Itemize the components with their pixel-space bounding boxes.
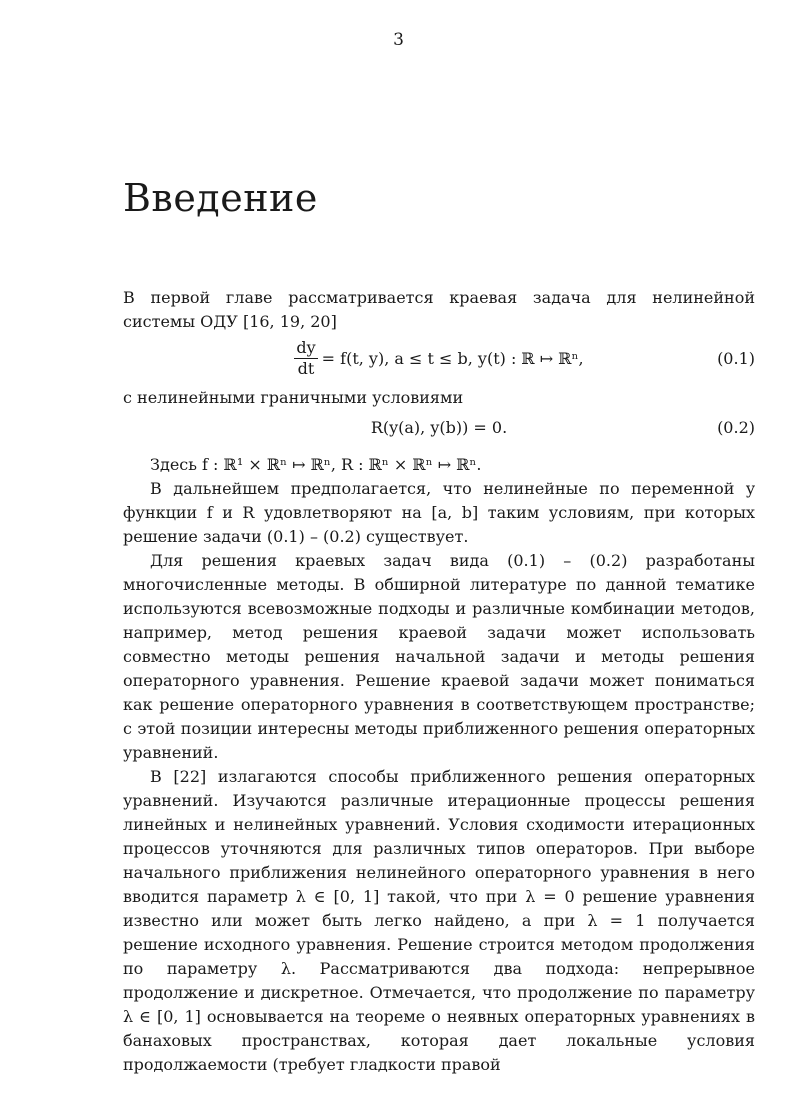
equation-number: (0.1): [717, 349, 755, 368]
main-text: [123, 477, 755, 1077]
where-line: Здесь f : ℝ¹ × ℝⁿ ↦ ℝⁿ, R : ℝⁿ × ℝⁿ ↦ ℝⁿ.: [150, 455, 482, 474]
intro-paragraph: В первой главе рассматривается краевая задача для нелинейной системы ОДУ [16, 19, 20]: [123, 288, 755, 331]
equation-expression: = f(t, y), a ≤ t ≤ b, y(t) : ℝ ↦ ℝⁿ,: [321, 349, 584, 368]
paragraph: Для решения краевых задач вида (0.1) – (0.2) разработаны многочисленные методы. В обширной литературе по данной тематике используются всевозможные подходы и различные комбинации методов, например, метод решения краевой задачи может использовать совместно методы решения начальной задачи и методы решения операторного уравнения. Решение краевой задачи может пониматься как решение операторного уравнения в соответствующем пространстве; с этой позиции интересны методы приближенного решения операторных уравнений.: [123, 551, 755, 762]
paragraph: В дальнейшем предполагается, что нелинейные по переменной y функции f и R удовлетворяют на [a, b] таким условиям, при которых решение задачи (0.1) – (0.2) существует.: [123, 479, 755, 546]
paragraph: В [22] излагаются способы приближенного решения операторных уравнений. Изучаются различные итерационные процессы решения линейных и нелинейных уравнений. Условия сходимости итерационных процессов уточняются для различных типов операторов. При выборе начального приближения нелинейного операторного уравнения в него вводится параметр λ ∈ [0, 1] такой, что при λ = 0 решение уравнения известно или может быть легко найдено, а при λ = 1 получается решение исходного уравнения. Решение строится методом продолжения по параметру λ. Рассматриваются два подхода: непрерывное продолжение и дискретное. Отмечается, что продолжение по параметру λ ∈ [0, 1] основывается на теореме о неявных операторных уравнениях в банаховых пространствах, которая дает локальные условия продолжаемости (требует гладкости правой: [123, 767, 755, 1074]
equation-0-2: [123, 418, 755, 442]
equation-body: R(y(a), y(b)) = 0.: [370, 418, 508, 437]
page-number: 3: [393, 30, 404, 50]
boundary-intro: с нелинейными граничными условиями: [123, 388, 464, 407]
equation-body: [123, 338, 755, 379]
chapter-title: Введение: [123, 176, 318, 220]
fraction-denominator: dt: [297, 359, 315, 378]
derivative-fraction: [294, 338, 317, 379]
equation-0-1: [123, 338, 755, 378]
fraction-numerator: dy: [296, 338, 316, 357]
equation-number: (0.2): [717, 418, 755, 437]
